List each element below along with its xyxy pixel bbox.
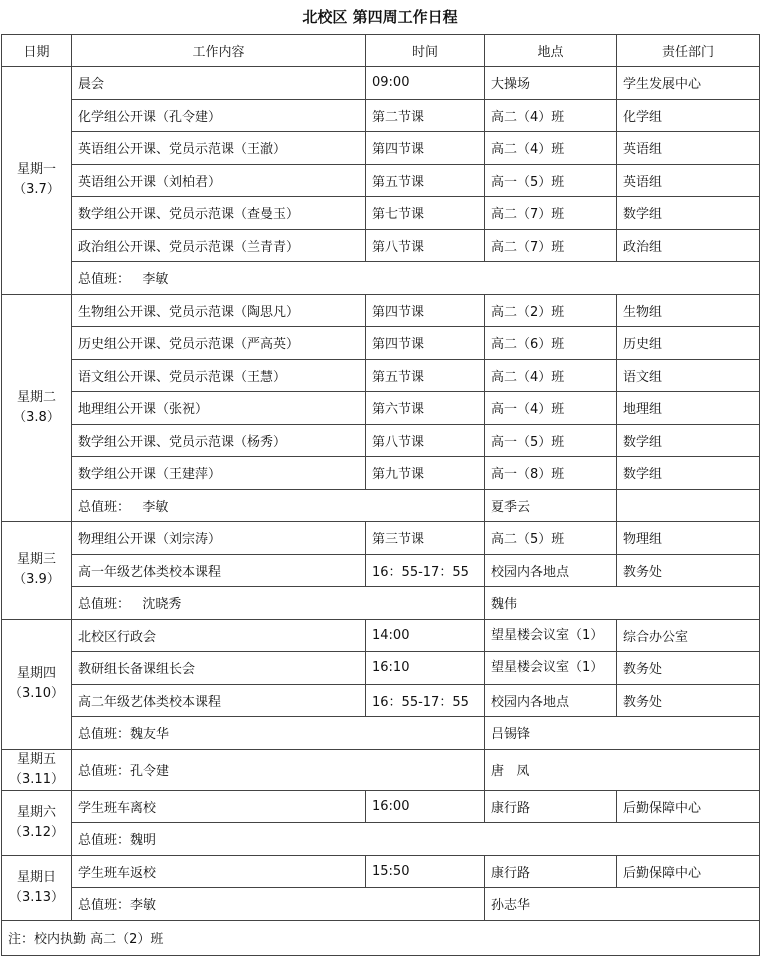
header-row — [2, 35, 760, 67]
day-cell-wednesday — [2, 522, 72, 620]
dept-cell: 后勤保障中心 — [617, 790, 760, 823]
time-cell: 第二节课 — [366, 99, 485, 132]
dept-cell: 数学组 — [617, 197, 760, 230]
table-row — [2, 790, 760, 823]
time-cell: 第四节课 — [366, 327, 485, 360]
dept-cell: 学生发展中心 — [617, 67, 760, 100]
header-content: 工作内容 — [72, 35, 366, 67]
duty-row — [2, 717, 760, 750]
duty-cell: 总值班：魏友华 — [72, 717, 485, 750]
table-row — [2, 652, 760, 685]
day-cell-sunday — [2, 855, 72, 920]
day-date: （3.9） — [13, 572, 60, 588]
place-cell: 高二（7）班 — [485, 229, 617, 262]
content-cell: 数学组公开课（王建萍） — [72, 457, 366, 490]
day-date: （3.12） — [9, 824, 64, 840]
place-cell: 高一（4）班 — [485, 392, 617, 425]
content-cell: 英语组公开课、党员示范课（王澈） — [72, 132, 366, 165]
duty-cell-secondary: 唐 凤 — [485, 749, 760, 790]
dept-cell: 物理组 — [617, 522, 760, 555]
duty-cell-empty — [617, 489, 760, 522]
schedule-table — [1, 34, 760, 956]
day-cell-tuesday — [2, 294, 72, 522]
header-place: 地点 — [485, 35, 617, 67]
content-cell: 语文组公开课、党员示范课（王慧） — [72, 359, 366, 392]
duty-row — [2, 823, 760, 856]
day-label: 星期日 — [16, 869, 56, 885]
day-cell-thursday — [2, 619, 72, 749]
day-date: （3.10） — [9, 686, 64, 701]
table-row — [2, 684, 760, 717]
page-title: 北校区 第四周工作日程 — [302, 8, 458, 26]
content-cell: 北校区行政会 — [72, 619, 366, 652]
table-row — [2, 99, 760, 132]
header-date: 日期 — [2, 35, 72, 67]
content-cell: 数学组公开课、党员示范课（查曼玉） — [72, 197, 366, 230]
dept-cell: 化学组 — [617, 99, 760, 132]
content-cell: 教研组长备课组长会 — [72, 652, 366, 685]
content-cell: 数学组公开课、党员示范课（杨秀） — [72, 424, 366, 457]
table-row — [2, 522, 760, 555]
day-date: （3.11） — [9, 771, 64, 787]
place-cell: 望星楼会议室（1） — [485, 619, 617, 652]
table-row — [2, 229, 760, 262]
dept-cell: 综合办公室 — [617, 619, 760, 652]
place-cell: 高二（7）班 — [485, 197, 617, 230]
content-cell: 晨会 — [72, 67, 366, 100]
time-cell: 第四节课 — [366, 294, 485, 327]
place-cell: 康行路 — [485, 790, 617, 823]
header-time: 时间 — [366, 35, 485, 67]
header-dept: 责任部门 — [617, 35, 760, 67]
table-row — [2, 554, 760, 587]
time-cell: 第六节课 — [366, 392, 485, 425]
content-cell: 英语组公开课（刘柏君） — [72, 164, 366, 197]
duty-row — [2, 888, 760, 921]
duty-cell: 总值班：魏明 — [72, 823, 760, 856]
table-row — [2, 457, 760, 490]
time-cell: 16:10 — [366, 652, 485, 685]
place-cell: 高二（4）班 — [485, 132, 617, 165]
place-cell: 望星楼会议室（1） — [485, 652, 617, 685]
duty-row — [2, 587, 760, 620]
time-cell: 第四节课 — [366, 132, 485, 165]
note-cell: 注：校内执勤 高二（2）班 — [2, 920, 760, 955]
table-row — [2, 327, 760, 360]
time-cell: 第三节课 — [366, 522, 485, 555]
day-label: 星期四 — [16, 666, 56, 681]
day-date: （3.8） — [13, 409, 60, 425]
time-cell: 第八节课 — [366, 424, 485, 457]
dept-cell: 数学组 — [617, 424, 760, 457]
day-label: 星期二 — [16, 389, 56, 405]
table-row — [2, 294, 760, 327]
content-cell: 化学组公开课（孔令建） — [72, 99, 366, 132]
duty-cell: 总值班：李敏 — [72, 888, 485, 921]
duty-cell: 总值班： 李敏 — [72, 262, 760, 295]
dept-cell: 教务处 — [617, 684, 760, 717]
content-cell: 物理组公开课（刘宗涛） — [72, 522, 366, 555]
time-cell: 15:50 — [366, 855, 485, 888]
table-row — [2, 67, 760, 100]
duty-row — [2, 262, 760, 295]
content-cell: 高一年级艺体类校本课程 — [72, 554, 366, 587]
day-cell-saturday — [2, 790, 72, 855]
dept-cell: 英语组 — [617, 164, 760, 197]
time-cell: 第五节课 — [366, 359, 485, 392]
place-cell: 校园内各地点 — [485, 684, 617, 717]
duty-cell: 总值班：孔令建 — [72, 749, 485, 790]
place-cell: 康行路 — [485, 855, 617, 888]
place-cell: 高二（2）班 — [485, 294, 617, 327]
day-label: 星期六 — [16, 804, 56, 820]
day-cell-friday — [2, 749, 72, 790]
duty-cell: 总值班： 李敏 — [72, 489, 485, 522]
duty-cell: 总值班： 沈晓秀 — [72, 587, 485, 620]
time-cell: 第五节课 — [366, 164, 485, 197]
day-cell-monday — [2, 67, 72, 295]
content-cell: 学生班车返校 — [72, 855, 366, 888]
duty-cell-secondary: 魏伟 — [485, 587, 760, 620]
dept-cell: 后勤保障中心 — [617, 855, 760, 888]
day-date: （3.13） — [9, 889, 64, 905]
content-cell: 政治组公开课、党员示范课（兰青青） — [72, 229, 366, 262]
place-cell: 高一（8）班 — [485, 457, 617, 490]
table-row — [2, 619, 760, 652]
dept-cell: 教务处 — [617, 554, 760, 587]
dept-cell: 历史组 — [617, 327, 760, 360]
content-cell: 历史组公开课、党员示范课（严高英） — [72, 327, 366, 360]
time-cell: 第八节课 — [366, 229, 485, 262]
content-cell: 地理组公开课（张祝） — [72, 392, 366, 425]
duty-cell-secondary: 吕锡锋 — [485, 717, 760, 750]
dept-cell: 教务处 — [617, 652, 760, 685]
place-cell: 高二（6）班 — [485, 327, 617, 360]
time-cell: 第七节课 — [366, 197, 485, 230]
time-cell: 16:00 — [366, 790, 485, 823]
dept-cell: 语文组 — [617, 359, 760, 392]
place-cell: 高二（4）班 — [485, 359, 617, 392]
content-cell: 学生班车离校 — [72, 790, 366, 823]
place-cell: 高二（5）班 — [485, 522, 617, 555]
duty-row — [2, 489, 760, 522]
time-cell: 16：55-17：55 — [366, 554, 485, 587]
content-cell: 高二年级艺体类校本课程 — [72, 684, 366, 717]
table-row — [2, 197, 760, 230]
dept-cell: 数学组 — [617, 457, 760, 490]
note-row — [2, 920, 760, 955]
table-row — [2, 424, 760, 457]
time-cell: 14:00 — [366, 619, 485, 652]
time-cell: 16：55-17：55 — [366, 684, 485, 717]
duty-cell-secondary: 孙志华 — [485, 888, 760, 921]
day-date: （3.7） — [13, 182, 60, 198]
table-row — [2, 132, 760, 165]
day-label: 星期三 — [16, 552, 56, 568]
table-row — [2, 164, 760, 197]
dept-cell: 生物组 — [617, 294, 760, 327]
time-cell: 09:00 — [366, 67, 485, 100]
dept-cell: 地理组 — [617, 392, 760, 425]
day-label: 星期一 — [16, 162, 56, 178]
table-row — [2, 392, 760, 425]
place-cell: 高一（5）班 — [485, 424, 617, 457]
duty-row — [2, 749, 760, 790]
place-cell: 校园内各地点 — [485, 554, 617, 587]
day-label: 星期五 — [16, 751, 56, 767]
content-cell: 生物组公开课、党员示范课（陶思凡） — [72, 294, 366, 327]
dept-cell: 英语组 — [617, 132, 760, 165]
place-cell: 高一（5）班 — [485, 164, 617, 197]
time-cell: 第九节课 — [366, 457, 485, 490]
duty-cell-secondary: 夏季云 — [485, 489, 617, 522]
place-cell: 高二（4）班 — [485, 99, 617, 132]
table-row — [2, 855, 760, 888]
place-cell: 大操场 — [485, 67, 617, 100]
table-row — [2, 359, 760, 392]
dept-cell: 政治组 — [617, 229, 760, 262]
